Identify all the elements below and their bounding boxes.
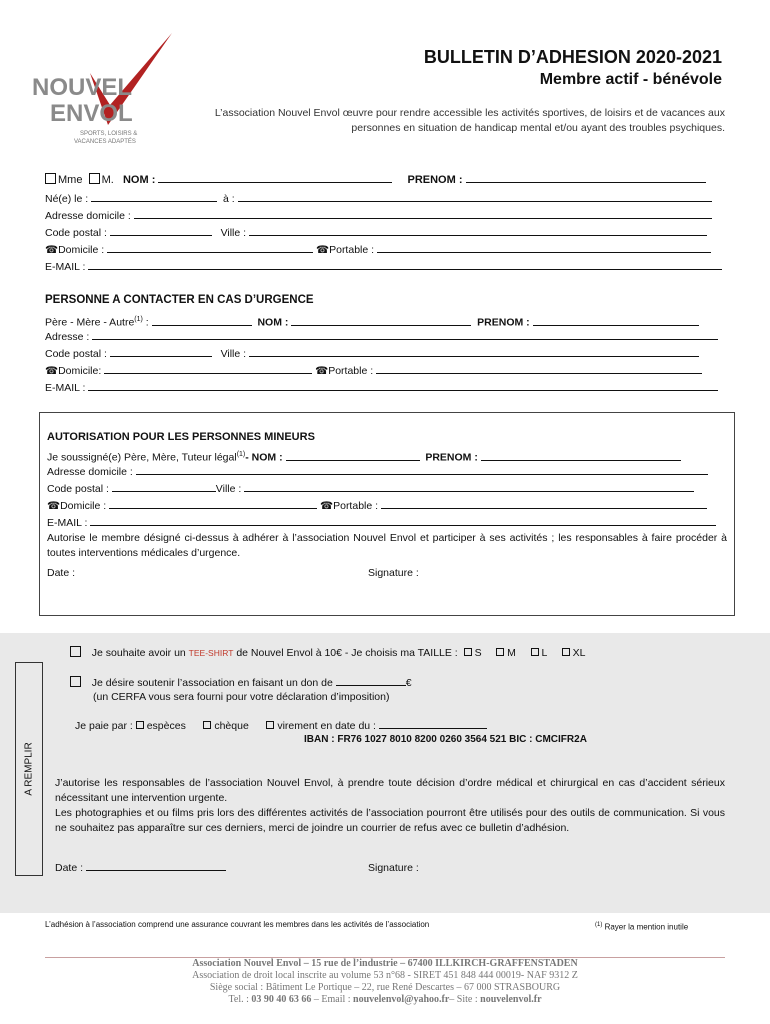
emergency-nom-field[interactable]: [291, 316, 471, 326]
mme-label: Mme: [58, 174, 83, 186]
postal-code-label: Code postal :: [45, 227, 107, 239]
donation-row: [70, 676, 412, 690]
emergency-home-field[interactable]: [104, 364, 312, 374]
fill-date-field[interactable]: [86, 861, 226, 871]
size-m-label: M: [507, 647, 516, 659]
footer-tel-label: Tel. :: [228, 994, 249, 1005]
minors-row-phone: [47, 499, 707, 513]
birth-date-field[interactable]: [91, 192, 217, 202]
minors-postal-label: Code postal :: [47, 483, 109, 495]
pay-cheque-label: chèque: [214, 720, 249, 732]
minors-signature-label: Signature :: [368, 567, 419, 579]
home-phone-label: ☎Domicile :: [45, 244, 105, 256]
emergency-row-name: [45, 313, 699, 330]
minors-authorization-text: Autorise le membre désigné ci-dessus à adhérer à l’association Nouvel Envol et participer à ses activités ; les responsables à faire procéder à toutes interventions médicales d’urgence.: [47, 532, 727, 559]
minors-prenom-label: PRENOM :: [425, 451, 478, 464]
photo-consent-text: Les photographies et ou films pris lors des différentes activités de l’association pourront être utilisés pour des outils de communication. Si vous ne souhaitez pas apparaître sur ces derniers, merci de joindre un courrier de refus avec ce bulletin d’adhésion.: [55, 807, 725, 834]
tshirt-text-pre: Je souhaite avoir un: [91, 647, 186, 659]
emergency-row-address: [45, 330, 718, 344]
donation-label: Je désire soutenir l’association en faisant un don de: [91, 677, 333, 689]
fill-date-row: [55, 861, 226, 875]
minors-home-label: ☎Domicile :: [47, 500, 107, 512]
mobile-phone-label: ☎Portable :: [316, 244, 375, 256]
size-l-checkbox[interactable]: [531, 648, 539, 656]
minors-note-mark: (1): [236, 451, 246, 458]
payment-label: Je paie par :: [75, 720, 133, 732]
logo-word-envol: ENVOL: [50, 100, 133, 127]
member-row-city: [45, 226, 707, 240]
emergency-mobile-label: ☎Portable :: [315, 365, 374, 377]
emergency-address-label: Adresse :: [45, 331, 90, 343]
emergency-row-city: [45, 347, 699, 361]
email-field[interactable]: [88, 260, 722, 270]
emergency-relation-field[interactable]: [152, 316, 252, 326]
minors-city-field[interactable]: [244, 482, 694, 492]
prenom-field[interactable]: [466, 173, 706, 183]
payment-row: [75, 719, 487, 733]
emergency-address-field[interactable]: [92, 330, 718, 340]
page-subtitle: Membre actif - bénévole: [539, 71, 722, 88]
footer-site-label: – Site :: [449, 994, 478, 1005]
pay-cheque-checkbox[interactable]: [203, 721, 211, 729]
fill-signature-label: Signature :: [368, 862, 419, 874]
fill-date-label: Date :: [55, 862, 84, 874]
strike-mention-text: Rayer la mention inutile: [604, 922, 689, 932]
address-label: Adresse domicile :: [45, 210, 131, 222]
minors-title: AUTORISATION POUR LES PERSONNES MINEURS: [47, 431, 315, 443]
emergency-email-label: E-MAIL :: [45, 382, 86, 394]
minors-row-name: [47, 448, 681, 465]
minors-date-label: Date :: [47, 567, 76, 579]
footer-email-label: – Email :: [313, 994, 351, 1005]
home-phone-field[interactable]: [107, 243, 313, 253]
emergency-prenom-field[interactable]: [533, 316, 699, 326]
pay-cash-checkbox[interactable]: [136, 721, 144, 729]
nom-field[interactable]: [158, 173, 392, 183]
strike-mention-mark: (1): [595, 922, 603, 928]
logo-tagline-1: SPORTS, LOISIRS &: [80, 131, 138, 137]
tshirt-text-post: de Nouvel Envol à 10€ - Je choisis ma TAILLE :: [236, 647, 458, 659]
member-row-birth: [45, 192, 712, 206]
emergency-relation-colon: :: [142, 316, 149, 329]
emergency-note-mark: (1): [134, 316, 143, 323]
pay-cash-label: espèces: [146, 720, 186, 732]
donation-amount-field[interactable]: [336, 676, 406, 686]
tshirt-row: [70, 646, 585, 660]
mme-checkbox[interactable]: [45, 173, 56, 184]
footer-site-link[interactable]: nouvelenvol.fr: [480, 994, 542, 1005]
size-s-label: S: [474, 647, 482, 659]
minors-postal-field[interactable]: [112, 482, 216, 492]
emergency-postal-field[interactable]: [110, 347, 212, 357]
nom-label: NOM :: [122, 174, 156, 186]
tshirt-highlight: TEE-SHIRT: [188, 648, 234, 658]
footer-address: Association Nouvel Envol – 15 rue de l’industrie – 67400 ILLKIRCH-GRAFFENSTADEN: [192, 958, 578, 969]
intro-text: L’association Nouvel Envol œuvre pour rendre accessible les activités sportives, de loisirs et de vacances aux personnes en situation de handicap mental et/ou ayant des troubles psychiques.: [214, 107, 725, 134]
minors-nom-field[interactable]: [286, 451, 420, 461]
emergency-relation-label: Père - Mère - Autre: [45, 316, 135, 329]
footer-contact: [0, 994, 770, 1005]
minors-prenom-field[interactable]: [481, 451, 681, 461]
page-title: BULLETIN D’ADHESION 2020-2021: [423, 47, 722, 67]
medical-authorization-text: J’autorise les responsables de l’association Nouvel Envol, à prendre toute décision d’ordre médical et chirurgical en cas d’accident sérieux nécessitant une intervention urgente.: [55, 777, 725, 804]
minors-email-field[interactable]: [90, 516, 716, 526]
member-row-email: [45, 260, 722, 274]
member-row-address: [45, 209, 712, 223]
strike-mention-note: [595, 918, 688, 935]
donation-currency: €: [405, 677, 412, 689]
mobile-phone-field[interactable]: [377, 243, 711, 253]
size-xl-checkbox[interactable]: [562, 648, 570, 656]
minors-city-label: Ville :: [215, 483, 242, 495]
pay-transfer-label: virement en date du :: [277, 720, 376, 732]
minors-email-label: E-MAIL :: [47, 517, 88, 529]
address-field[interactable]: [134, 209, 712, 219]
email-label: E-MAIL :: [45, 261, 86, 273]
tshirt-checkbox[interactable]: [70, 646, 81, 657]
iban-text: IBAN : FR76 1027 8010 8200 0260 3564 521 BIC : CMCIFR2A: [304, 734, 587, 745]
m-label: M.: [101, 174, 114, 186]
emergency-city-field[interactable]: [249, 347, 699, 357]
size-s-checkbox[interactable]: [464, 648, 472, 656]
birth-place-field[interactable]: [238, 192, 712, 202]
city-label: Ville :: [220, 227, 247, 239]
minors-home-field[interactable]: [109, 499, 317, 509]
size-xl-label: XL: [572, 647, 586, 659]
footer-tel: 03 90 40 63 66: [251, 994, 312, 1005]
member-row-name: [45, 173, 706, 187]
donation-checkbox[interactable]: [70, 676, 81, 687]
size-m-checkbox[interactable]: [496, 648, 504, 656]
logo-graphic: [30, 25, 180, 150]
minors-address-field[interactable]: [136, 465, 708, 475]
cerfa-note: (un CERFA vous sera fourni pour votre déclaration d’imposition): [93, 691, 390, 703]
emergency-home-label: ☎Domicile:: [45, 365, 102, 377]
prenom-label: PRENOM :: [407, 174, 463, 186]
logo-tagline-2: VACANCES ADAPTÉS: [74, 139, 136, 145]
footer-head-office: Siège social : Bâtiment Le Portique – 22, rue René Descartes – 67 000 STRASBOURG: [209, 982, 561, 993]
emergency-nom-label: NOM :: [257, 316, 289, 329]
transfer-date-field[interactable]: [379, 719, 487, 729]
emergency-row-email: [45, 381, 718, 395]
emergency-email-field[interactable]: [88, 381, 718, 391]
footer-email-link[interactable]: nouvelenvol@yahoo.fr: [353, 994, 450, 1005]
emergency-title: PERSONNE A CONTACTER EN CAS D’URGENCE: [45, 294, 314, 306]
birth-place-label: à :: [222, 193, 235, 205]
minors-row-city: [47, 482, 694, 496]
m-checkbox[interactable]: [89, 173, 100, 184]
logo: [30, 25, 180, 150]
member-row-phone: [45, 243, 711, 257]
emergency-city-label: Ville :: [220, 348, 247, 360]
insurance-note: L’adhésion à l’association comprend une assurance couvrant les membres dans les activités de l’association: [45, 920, 430, 929]
birth-date-label: Né(e) le :: [45, 193, 89, 205]
minors-row-email: [47, 516, 716, 530]
minors-row-address: [47, 465, 708, 479]
emergency-postal-label: Code postal :: [45, 348, 107, 360]
minors-soussigne-label: Je soussigné(e) Père, Mère, Tuteur légal: [47, 451, 237, 464]
minors-mobile-field[interactable]: [381, 499, 707, 509]
city-field[interactable]: [249, 226, 707, 236]
emergency-prenom-label: PRENOM :: [477, 316, 530, 329]
fill-zone-side-label: A REMPLIR: [23, 742, 35, 796]
size-l-label: L: [541, 647, 547, 659]
minors-nom-label: - NOM :: [245, 451, 283, 464]
minors-mobile-label: ☎Portable :: [320, 500, 379, 512]
emergency-mobile-field[interactable]: [376, 364, 702, 374]
logo-word-nouvel: NOUVEL: [32, 74, 133, 101]
minors-address-label: Adresse domicile :: [47, 466, 133, 478]
emergency-row-phone: [45, 364, 702, 378]
postal-code-field[interactable]: [110, 226, 212, 236]
footer-registration: Association de droit local inscrite au volume 53 n°68 - SIRET 451 848 444 00019- NAF 9312 Z: [192, 970, 578, 981]
pay-transfer-checkbox[interactable]: [266, 721, 274, 729]
fill-zone-side-tab: [15, 662, 43, 876]
